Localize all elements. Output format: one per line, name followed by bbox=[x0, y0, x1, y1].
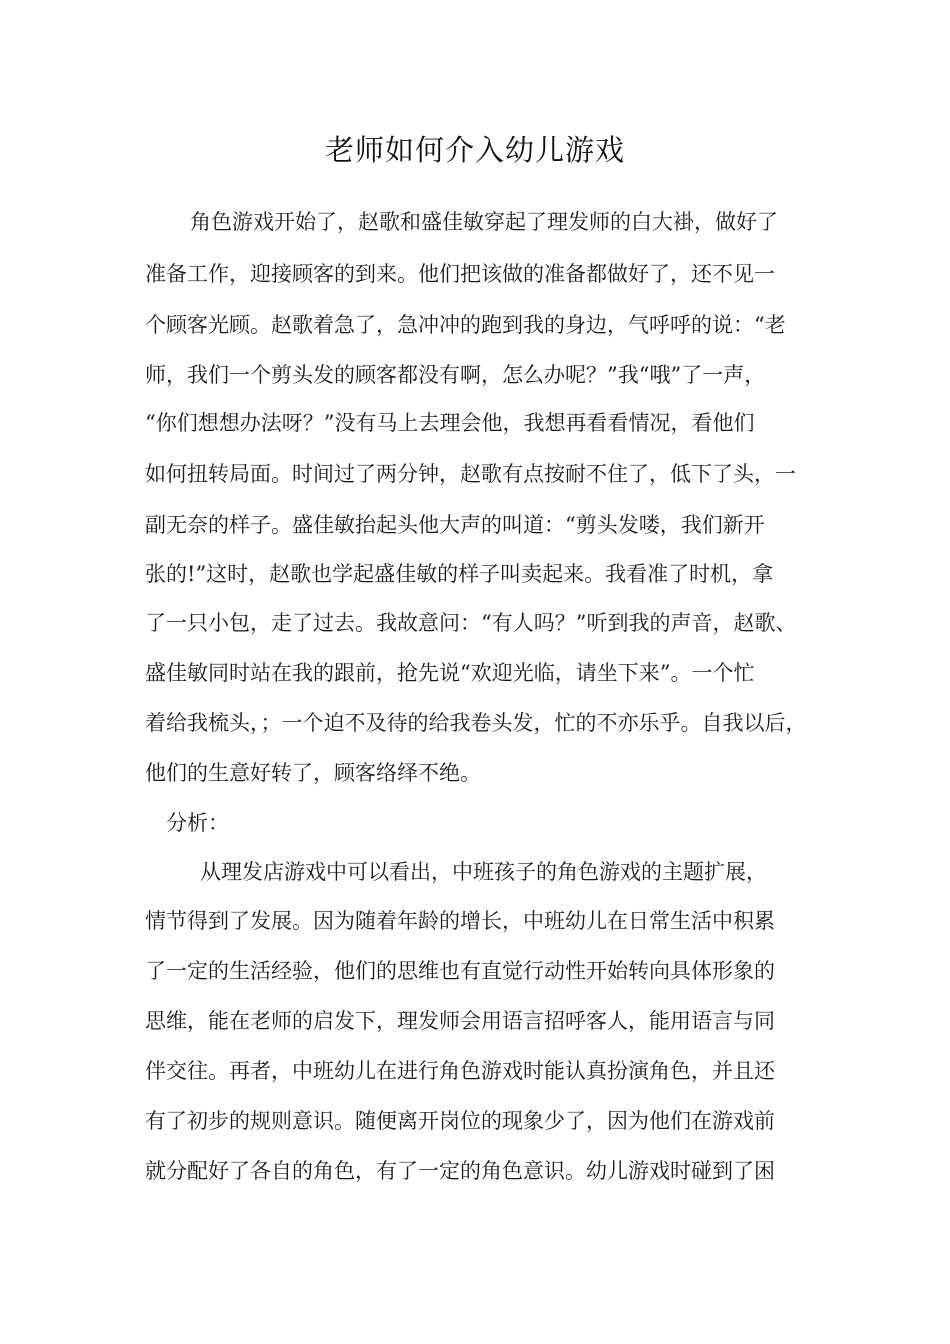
paragraph-1-line: 副无奈的样子。盛佳敏抬起头他大声的叫道：“剪头发喽，我们新开 bbox=[145, 513, 765, 537]
paragraph-1-line: 张的!”这时，赵歌也学起盛佳敏的样子叫卖起来。我看准了时机，拿 bbox=[145, 562, 774, 586]
paragraph-1-line: 准备工作，迎接顾客的到来。他们把该做的准备都做好了，还不见一 bbox=[145, 262, 775, 286]
paragraph-1-line: 盛佳敏同时站在我的跟前，抢先说“欢迎光临，请坐下来”。一个忙 bbox=[145, 661, 755, 685]
analysis-label: 分析： bbox=[166, 811, 229, 835]
paragraph-2-line: 就分配好了各自的角色，有了一定的角色意识。幼儿游戏时碰到了困 bbox=[145, 1159, 775, 1183]
paragraph-2-line: 思维，能在老师的启发下，理发师会用语言招呼客人，能用语言与同 bbox=[145, 1009, 775, 1033]
paragraph-2-line: 有了初步的规则意识。随便离开岗位的现象少了，因为他们在游戏前 bbox=[145, 1109, 775, 1133]
paragraph-1-line: 个顾客光顾。赵歌着急了，急冲冲的跑到我的身边，气呼呼的说：“老 bbox=[145, 313, 786, 337]
document-title: 老师如何介入幼儿游戏 bbox=[324, 133, 625, 167]
paragraph-2-line: 伴交往。再者，中班幼儿在进行角色游戏时能认真扮演角色，并且还 bbox=[145, 1059, 775, 1083]
paragraph-2-line: 情节得到了发展。因为随着年龄的增长，中班幼儿在日常生活中积累 bbox=[145, 909, 775, 933]
paragraph-1-line: 了一只小包，走了过去。我故意问：“有人吗？”听到我的声音，赵歌、 bbox=[145, 611, 797, 635]
paragraph-1-line: 角色游戏开始了，赵歌和盛佳敏穿起了理发师的白大褂，做好了 bbox=[190, 210, 778, 234]
paragraph-1-line: 如何扭转局面。时间过了两分钟，赵歌有点按耐不住了，低下了头，一 bbox=[145, 462, 796, 486]
paragraph-1-line: 着给我梳头，；一个迫不及待的给我卷头发，忙的不亦乐乎。自我以后， bbox=[145, 711, 807, 735]
paragraph-1-line: 师，我们一个剪头发的顾客都没有啊，怎么办呢？”我“哦”了一声， bbox=[145, 363, 766, 387]
paragraph-2-line: 从理发店游戏中可以看出，中班孩子的角色游戏的主题扩展， bbox=[200, 860, 767, 884]
paragraph-1-line: “你们想想办法呀？”没有马上去理会他，我想再看看情况，看他们 bbox=[145, 411, 755, 435]
paragraph-2-line: 了一定的生活经验，他们的思维也有直觉行动性开始转向具体形象的 bbox=[145, 959, 775, 983]
paragraph-1-line: 他们的生意好转了，顾客络绎不绝。 bbox=[145, 761, 481, 785]
